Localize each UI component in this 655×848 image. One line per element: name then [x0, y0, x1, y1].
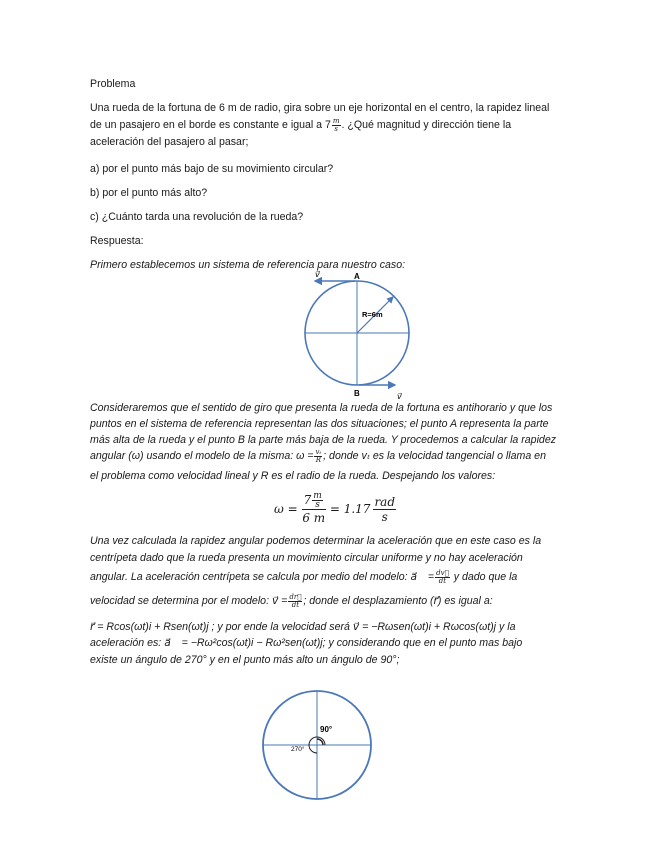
velocity-label-top: v⃗ [315, 270, 320, 279]
para2-line-4: velocidad se determina por el modelo: v⃗ = $\frac{dr⃗}{dt}$ ; donde el desplazamiento (r⃗) es igual a: [90, 592, 493, 609]
radius-label: R=6m [362, 310, 383, 319]
angle-90-arc [317, 739, 323, 745]
para1-line-5: el problema como velocidad lineal y R es el radio de la rueda. Despejando los valores: [90, 470, 496, 482]
reference-wheel-diagram [295, 268, 425, 406]
point-a-label: A [354, 272, 360, 281]
omega-equation: ω = 7 $\frac{m}{s}$ 6 m = 1.17 rad s [274, 491, 396, 525]
problem-title: Problema [90, 78, 136, 90]
acceleration-fraction: $\frac{dv⃗}{dt}$ [436, 568, 449, 585]
speed-unit-fraction: $\frac{m}{s}$ [332, 116, 340, 133]
question-b: b) por el punto más alto? [90, 187, 208, 199]
para3-line-3: existe un ángulo de 270° y en el punto más alto un ángulo de 90°; [90, 654, 400, 666]
statement-line-3: aceleración del pasajero al pasar; [90, 136, 249, 148]
angle-90-label: 90° [320, 725, 333, 734]
para2-line-3: angular. La aceleración centrípeta se calcula por medio del modelo: a⃗꜀ = $\frac{dv⃗}{dt}$ y dado que la [90, 568, 518, 585]
para2-line-2: centrípeta dado que la rueda presenta un movimiento circular uniforme y no hay aceleración [90, 552, 523, 564]
velocity-fraction: $\frac{dr⃗}{dt}$ [289, 592, 302, 609]
question-a: a) por el punto más bajo de su movimiento circular? [90, 163, 334, 175]
para1-line-3: más alta de la rueda y el punto B la parte más baja de la rueda. Y procedemos a calcular la rapidez [90, 434, 557, 446]
statement-line-1: Una rueda de la fortuna de 6 m de radio, gira sobre un eje horizontal en el centro, la rapidez lineal [90, 102, 550, 114]
para1-line-4: angular (ω) usando el modelo de la misma: ω = $\frac{\text{vₜ}}{R}$ ; donde vₜ es la velocidad tangencial o llama en [90, 447, 546, 464]
para1-line-2: puntos en el sistema de referencia representan las dos situaciones; el punto A representa la parte [90, 418, 549, 430]
angle-270-label: 270° [291, 746, 305, 753]
intro-text: Primero establecemos un sistema de referencia para nuestro caso: [90, 259, 406, 271]
question-c: c) ¿Cuánto tarda una revolución de la rueda? [90, 211, 304, 223]
para3-line-1: r⃗ = Rcos(ωt)i + Rsen(ωt)j ; y por ende la velocidad será v⃗ = −Rωsen(ωt)i + Rωcos(ωt)j y la [90, 621, 516, 633]
point-b-label: B [354, 389, 360, 398]
velocity-label-bottom: v⃗ [397, 392, 402, 401]
statement-line-2: de un pasajero en el borde es constante e igual a 7 $\frac{m}{s}$ . ¿Qué magnitud y dirección tiene la [90, 116, 512, 133]
answer-label: Respuesta: [90, 235, 144, 247]
angle-wheel-diagram [254, 682, 384, 812]
para3-line-2: aceleración es: a⃗꜀ = −Rω²cos(ωt)i − Rω²sen(ωt)j; y considerando que en el punto mas bajo [90, 637, 523, 649]
omega-fraction: $\frac{\text{vₜ}}{R}$ [315, 447, 322, 464]
para2-line-1: Una vez calculada la rapidez angular podemos determinar la aceleración que en este caso es la [90, 535, 542, 547]
para1-line-1: Consideraremos que el sentido de giro que presenta la rueda de la fortuna es antihorario y que los [90, 402, 553, 414]
